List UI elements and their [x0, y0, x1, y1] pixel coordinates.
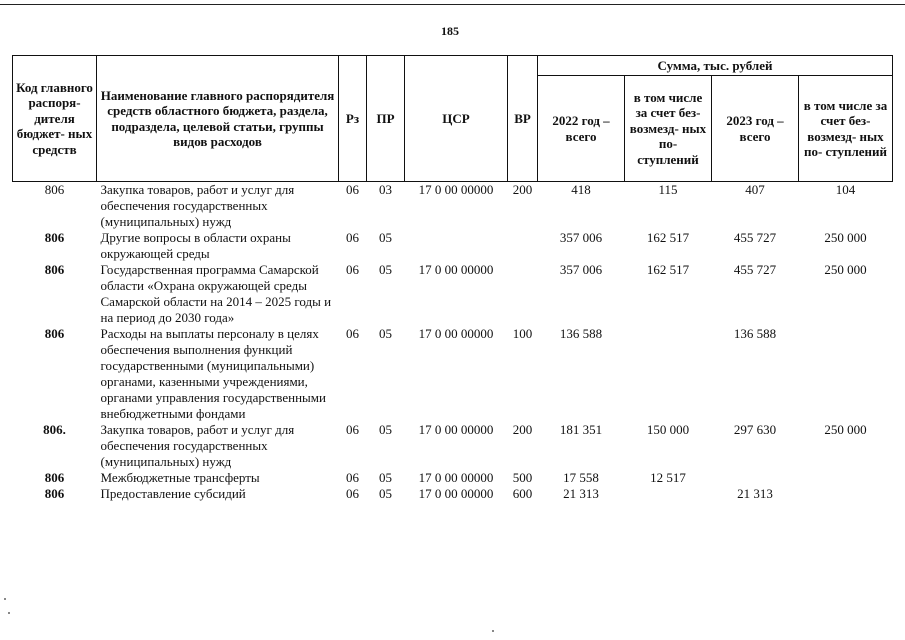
cell-rz: 06: [346, 182, 359, 197]
table-row: [13, 262, 893, 326]
cell-2023-free: 104: [835, 182, 856, 197]
cell-2023-free: 250 000: [824, 422, 867, 437]
header-2022-free: в том числе за счет без- возмезд- ных по- ступлений: [625, 76, 712, 182]
cell-rz: 06: [346, 262, 359, 277]
header-csr: ЦСР: [405, 56, 508, 182]
header-2022-total: 2022 год – всего: [538, 76, 625, 182]
cell-rz: 06: [346, 326, 359, 341]
header-pr: ПР: [367, 56, 405, 182]
page-number: 185: [441, 24, 459, 38]
table-row: [13, 230, 893, 262]
header-vr: ВР: [508, 56, 538, 182]
cell-2023: 297 630: [733, 422, 777, 437]
scan-speck: [8, 612, 10, 614]
cell-2022-free: 12 517: [650, 470, 686, 485]
scan-speck: [4, 598, 6, 600]
cell-rz: 06: [346, 486, 359, 501]
cell-pr: 05: [379, 326, 392, 341]
cell-code: 806: [44, 182, 65, 197]
cell-2023-free: 250 000: [824, 262, 867, 277]
cell-2022: 357 006: [559, 262, 603, 277]
cell-vr: [508, 230, 538, 262]
cell-2023: 21 313: [737, 486, 773, 501]
table-row: [13, 182, 893, 231]
cell-csr: 17 0 00 00000: [418, 486, 494, 501]
cell-csr: 17 0 00 00000: [418, 470, 494, 485]
cell-2022-free: 162 517: [646, 262, 690, 277]
cell-name: Закупка товаров, работ и услуг для обеспечения государственных (муниципальных) нужд: [100, 422, 295, 469]
table-row: [13, 470, 893, 486]
cell-name: Межбюджетные трансферты: [100, 470, 260, 485]
cell-2023: 455 727: [733, 262, 777, 277]
cell-2022: 21 313: [563, 486, 599, 501]
cell-rz: 06: [346, 470, 359, 485]
budget-table: [12, 55, 893, 502]
cell-name: Предоставление субсидий: [100, 486, 246, 501]
cell-vr: 100: [512, 326, 533, 341]
table-body: [13, 182, 893, 503]
cell-rz: 06: [346, 230, 359, 245]
cell-name: Расходы на выплаты персоналу в целях обеспечения выполнения функций государственными (муниципальными) органами, казенными учреждениями, органами управления государственными внебюджетными фондами: [100, 326, 326, 421]
cell-2023-free: [799, 470, 893, 486]
cell-code: 806: [44, 326, 65, 341]
cell-pr: 05: [379, 470, 392, 485]
cell-code: 806: [44, 230, 65, 245]
cell-pr: 05: [379, 262, 392, 277]
cell-code: 806.: [43, 422, 66, 437]
cell-name: Закупка товаров, работ и услуг для обеспечения государственных (муниципальных) нужд: [100, 182, 295, 229]
cell-code: 806: [44, 262, 65, 277]
cell-2022: 136 588: [559, 326, 603, 341]
cell-csr: 17 0 00 00000: [418, 422, 494, 437]
cell-vr: 200: [512, 182, 533, 197]
cell-2023: 407: [745, 182, 765, 197]
scan-speck: [492, 630, 494, 632]
header-name: Наименование главного распорядителя средств областного бюджета, раздела, подраздела, целевой статьи, группы видов расходов: [97, 56, 339, 182]
cell-2023-free: [799, 326, 893, 422]
cell-vr: [508, 262, 538, 326]
cell-vr: 200: [512, 422, 533, 437]
cell-2022-free: 150 000: [646, 422, 690, 437]
cell-2023-free: [799, 486, 893, 502]
header-code: Код главного распоря- дителя бюджет- ных средств: [13, 56, 97, 182]
cell-csr: 17 0 00 00000: [418, 262, 494, 277]
cell-pr: 05: [379, 486, 392, 501]
cell-name: Другие вопросы в области охраны окружающей среды: [100, 230, 291, 261]
top-rule: [0, 4, 905, 5]
cell-2023: 455 727: [733, 230, 777, 245]
cell-pr: 03: [379, 182, 392, 197]
cell-vr: 600: [512, 486, 533, 501]
cell-2022: 418: [571, 182, 591, 197]
header-2023-total: 2023 год – всего: [712, 76, 799, 182]
cell-name: Государственная программа Самарской области «Охрана окружающей среды Самарской области на 2014 – 2025 годы и на период до 2030 года»: [100, 262, 332, 325]
cell-code: 806: [44, 470, 65, 485]
cell-2022: 17 558: [563, 470, 599, 485]
header-rz: Рз: [339, 56, 367, 182]
cell-2022-free: 115: [658, 182, 678, 197]
cell-csr: [405, 230, 508, 262]
table-row: [13, 326, 893, 422]
header-sum-group: Сумма, тыс. рублей: [538, 56, 893, 76]
cell-csr: 17 0 00 00000: [418, 182, 494, 197]
cell-2022-free: 162 517: [646, 230, 690, 245]
cell-2022-free: [625, 486, 712, 502]
cell-2022: 181 351: [559, 422, 603, 437]
cell-rz: 06: [346, 422, 359, 437]
table-row: [13, 422, 893, 470]
cell-2023: [712, 470, 799, 486]
table-row: [13, 486, 893, 502]
header-2023-free: в том числе за счет без- возмезд- ных по- ступлений: [799, 76, 893, 182]
cell-2022: 357 006: [559, 230, 603, 245]
cell-pr: 05: [379, 422, 392, 437]
cell-csr: 17 0 00 00000: [418, 326, 494, 341]
cell-2023: 136 588: [733, 326, 777, 341]
cell-2022-free: [625, 326, 712, 422]
cell-2023-free: 250 000: [824, 230, 867, 245]
cell-vr: 500: [512, 470, 533, 485]
cell-pr: 05: [379, 230, 392, 245]
cell-code: 806: [44, 486, 65, 501]
